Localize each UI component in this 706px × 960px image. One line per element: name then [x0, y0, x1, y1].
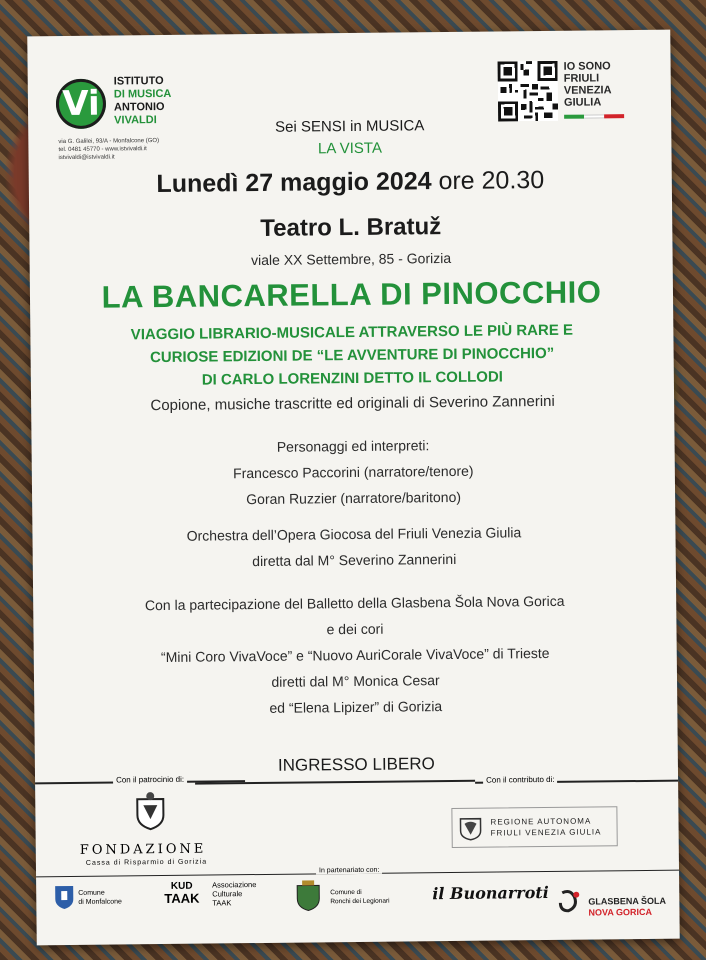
contribution-label: Con il contributo di: [483, 775, 558, 785]
cast-block [31, 430, 675, 515]
badge-line: IO SONO [563, 60, 611, 73]
logo-letter: Vi [62, 83, 100, 125]
admission-label: INGRESSO LIBERO [277, 754, 435, 775]
badge-line: FRIULI [563, 72, 600, 85]
ronchi-line: Comune di [330, 888, 362, 897]
participation-line: Con la partecipazione del Balletto della Glasbena Šola Nova Gorica [144, 592, 565, 614]
show-title: LA BANCARELLA DI PINOCCHIO [101, 274, 602, 315]
fondazione-crest-icon [131, 791, 169, 831]
ronchi-line: Ronchi dei Legionari [330, 897, 390, 906]
monfalcone-crest-icon [54, 884, 74, 910]
cast-member: Goran Ruzzier (narratore/baritono) [246, 488, 462, 508]
orchestra-block [32, 518, 676, 577]
contact-line: istvivaldi@istvivaldi.it [58, 154, 115, 162]
taak-line: Associazione [212, 880, 257, 890]
script-credit: Copione, musiche trascritte ed originali di Severino Zannerini [150, 392, 555, 415]
glasbena-line: NOVA GORICA [588, 906, 653, 918]
taak-line: TAAK [212, 898, 232, 908]
taak-label [212, 880, 256, 907]
fondazione-name: FONDAZIONE [79, 841, 207, 858]
series-title: Sei SENSI in MUSICA [275, 117, 425, 136]
qr-code-icon [498, 61, 559, 122]
kud-logo-line: TAAK [164, 890, 200, 907]
sense-label: LA VISTA [317, 139, 382, 158]
badge-line: VENEZIA [563, 84, 612, 97]
patronage-label: Con il patrocinio di: [113, 775, 187, 785]
institute-line: ISTITUTO [113, 74, 164, 88]
orchestra-line: Orchestra dell’Opera Giocosa del Friuli Venezia Giulia [186, 524, 522, 544]
partnership-label: In partenariato con: [316, 867, 382, 875]
contact-line: tel. 0481 45770 - www.istvivaldi.it [58, 146, 147, 154]
regione-logo [451, 806, 617, 848]
badge-line: GIULIA [563, 96, 602, 109]
participation-line: e dei cori [326, 620, 384, 638]
contact-line: via G. Galilei, 93/A - Monfalcone (GO) [58, 138, 160, 146]
regione-eagle-icon [458, 815, 482, 841]
monfalcone-line: di Monfalcone [78, 898, 122, 906]
participation-line: diretti dal M° Monica Cesar [271, 672, 440, 690]
event-date: Lunedì 27 maggio 2024 [156, 167, 432, 199]
subtitle-line: CURIOSE EDIZIONI DE “LE AVVENTURE DI PINOCCHIO” [149, 344, 555, 367]
kud-taak-logo [164, 881, 199, 905]
monfalcone-label [78, 888, 122, 906]
buonarroti-logo: il Buonarroti [432, 882, 549, 904]
participation-block [33, 587, 677, 724]
institute-line: VIVALDI [114, 114, 157, 127]
participation-line: ed “Elena Lipizer” di Gorizia [269, 698, 443, 716]
cast-member: Francesco Paccorini (narratore/tenore) [233, 462, 474, 482]
regione-line: FRIULI VENEZIA GIULIA [490, 827, 602, 838]
orchestra-line: diretta dal M° Severino Zannerini [252, 550, 457, 570]
regione-line: REGIONE AUTONOMA [490, 816, 592, 827]
fondazione-sub: Cassa di Risparmio di Gorizia [85, 858, 208, 867]
participation-line: “Mini Coro VivaVoce” e “Nuovo AuriCorale VivaVoce” di Trieste [160, 644, 550, 666]
event-datetime [29, 165, 672, 201]
glasbena-sola-icon [556, 889, 586, 915]
institute-line: DI MUSICA [113, 87, 172, 101]
kud-logo-line: KUD [170, 880, 193, 892]
subtitle-line: DI CARLO LORENZINI DETTO IL COLLODI [201, 368, 503, 389]
event-time: ore 20.30 [438, 165, 545, 196]
event-poster [27, 30, 679, 946]
taak-line: Culturale [212, 889, 243, 899]
subtitle-line: VIAGGIO LIBRARIO-MUSICALE ATTRAVERSO LE PIÙ RARE E [130, 321, 574, 344]
io-sono-fvg-badge [564, 60, 612, 108]
venue-name: Teatro L. Bratuž [260, 213, 442, 242]
glasbena-label [588, 896, 666, 919]
ronchi-crest-icon [294, 879, 322, 911]
ronchi-label [330, 888, 389, 907]
venue-address: viale XX Settembre, 85 - Gorizia [251, 249, 452, 269]
show-subtitle [30, 318, 674, 394]
institute-line: ANTONIO [113, 100, 165, 114]
monfalcone-line: Comune [78, 889, 105, 897]
glasbena-line: GLASBENA ŠOLA [588, 895, 667, 907]
cast-heading: Personaggi ed interpreti: [276, 437, 430, 455]
